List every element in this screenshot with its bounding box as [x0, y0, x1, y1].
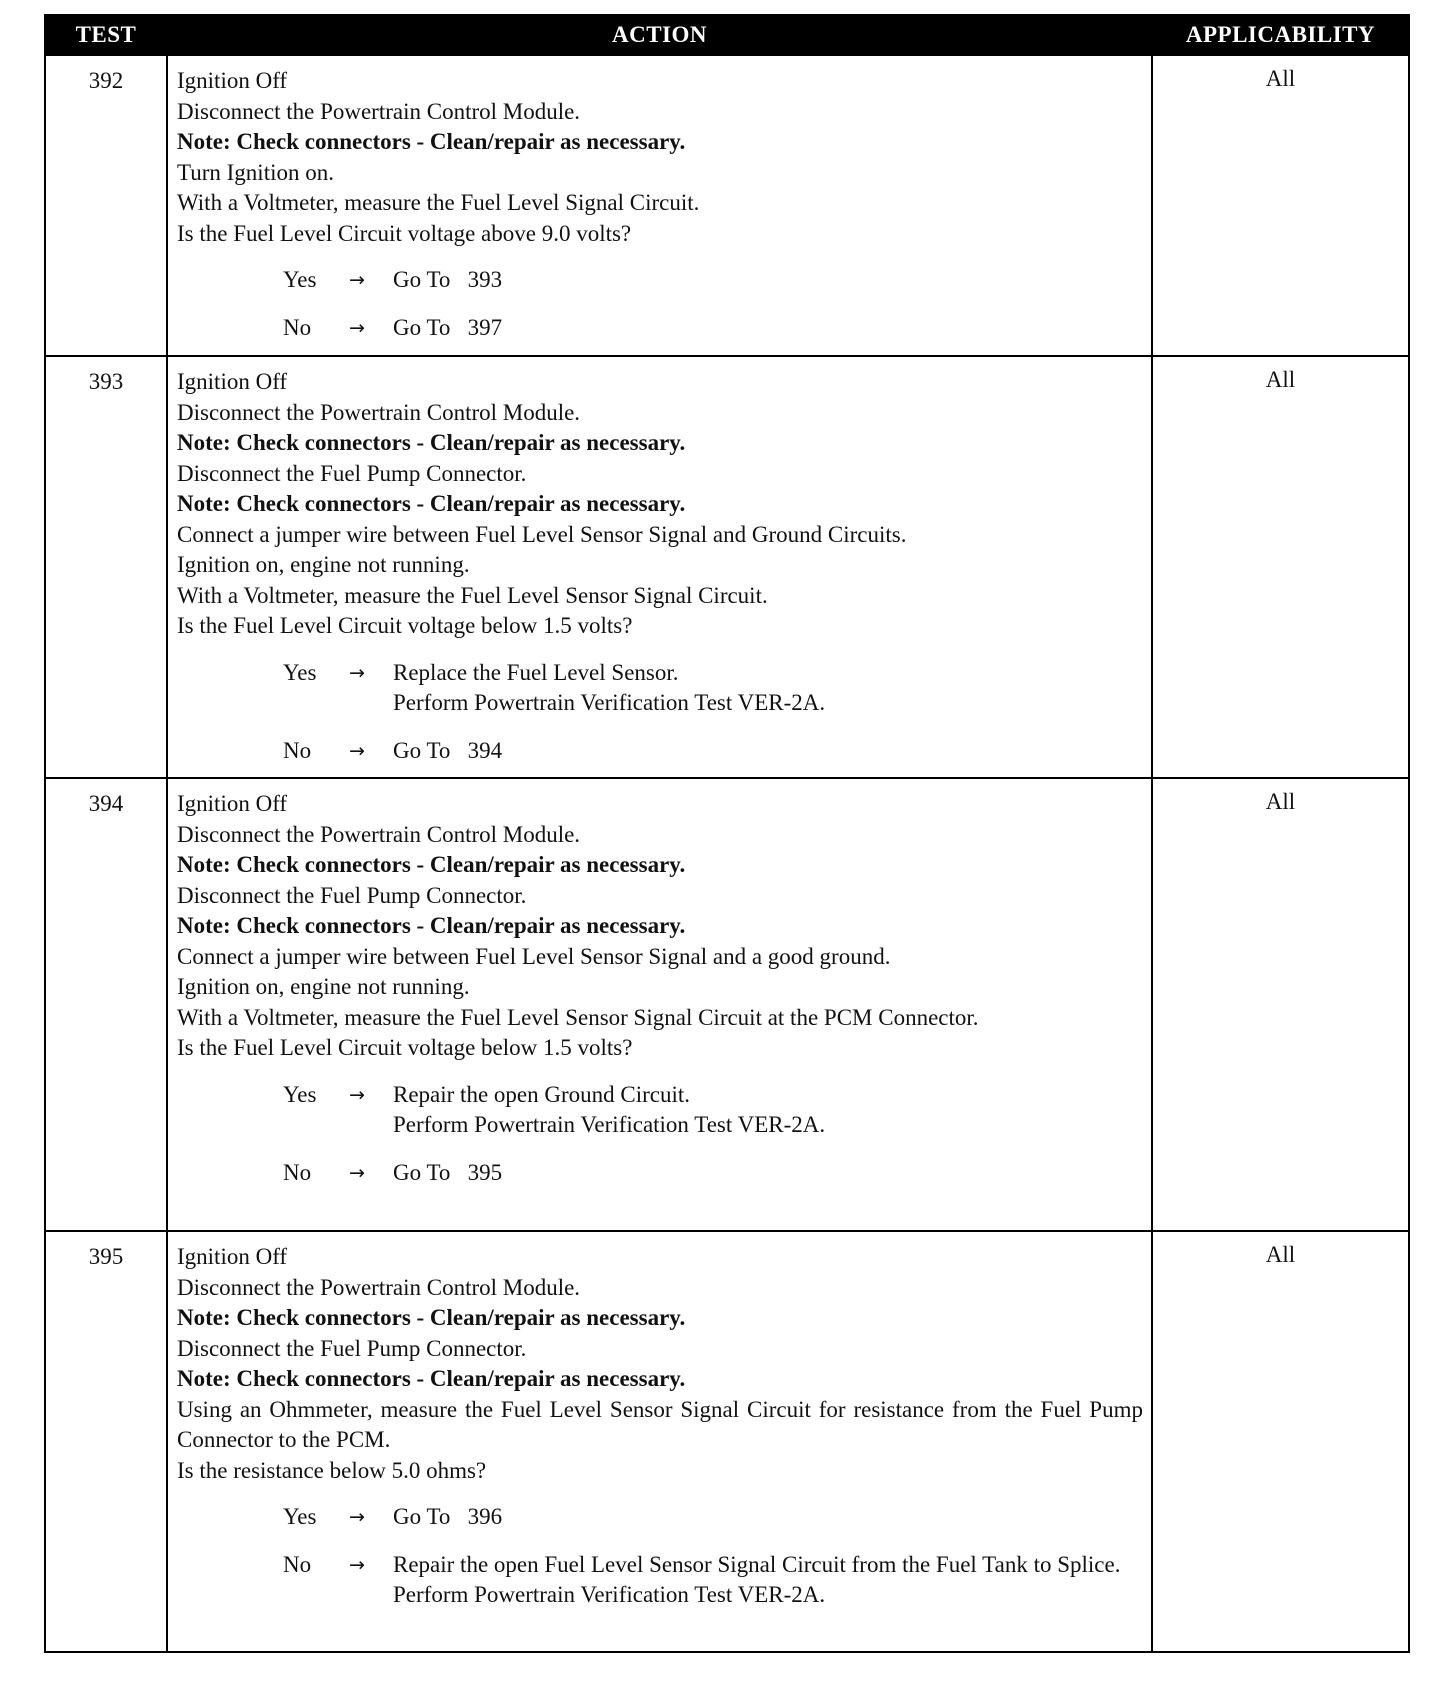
right-arrow-icon: → [349, 1553, 365, 1576]
outcome-result [393, 1158, 1143, 1189]
action-cell [167, 55, 1152, 356]
outcome-result-line: Go To 397 [393, 314, 503, 340]
note-line: Note: Check connectors - Clean/repair as necessary. [177, 430, 686, 455]
right-arrow-icon: → [349, 269, 365, 291]
instruction-line: Ignition Off [177, 68, 288, 93]
outcomes [177, 1502, 1143, 1611]
right-arrow-icon: → [349, 739, 365, 762]
outcome-label: No [283, 1159, 312, 1185]
outcome-label: No [283, 737, 312, 763]
outcome-no [177, 1158, 1143, 1189]
outcome-label: Yes [283, 1081, 317, 1107]
outcome-label: Yes [283, 1504, 317, 1529]
right-arrow-icon: → [349, 1083, 365, 1106]
instruction-line: Is the Fuel Level Circuit voltage below 1.5 volts? [177, 613, 633, 638]
instruction-line: Is the Fuel Level Circuit voltage below 1.5 volts? [177, 1035, 633, 1060]
test-number: 394 [45, 778, 167, 1231]
instruction-line: Disconnect the Fuel Pump Connector. [177, 882, 527, 908]
outcome-result-line: Perform Powertrain Verification Test VER-2A. [393, 1582, 826, 1607]
diagnostic-test-table-page [44, 14, 1408, 1653]
table-row [45, 356, 1409, 778]
instruction-line: Turn Ignition on. [177, 159, 334, 185]
outcome-label: Yes [283, 267, 317, 292]
outcome-label: No [283, 1551, 312, 1577]
column-header-applicability: APPLICABILITY [1152, 15, 1409, 55]
instruction-line: Disconnect the Powertrain Control Module. [177, 98, 581, 124]
action-cell [167, 778, 1152, 1231]
table-row [45, 55, 1409, 356]
applicability-cell: All [1152, 356, 1409, 778]
instruction-line: With a Voltmeter, measure the Fuel Level Signal Circuit. [177, 190, 700, 215]
note-line: Note: Check connectors - Clean/repair as necessary. [177, 852, 686, 877]
column-header-action: ACTION [167, 15, 1152, 55]
outcome-no [177, 1550, 1143, 1611]
instruction-line: Disconnect the Fuel Pump Connector. [177, 460, 527, 486]
diagnostic-test-table [44, 14, 1410, 1653]
instruction-line: Using an Ohmmeter, measure the Fuel Level Sensor Signal Circuit for resistance from the Fuel Pump Connector to the PCM. [177, 1396, 1143, 1452]
note-line: Note: Check connectors - Clean/repair as necessary. [177, 1305, 686, 1330]
outcome-result [393, 265, 1143, 296]
applicability-cell: All [1152, 778, 1409, 1231]
table-body [45, 55, 1409, 1652]
instruction-line: With a Voltmeter, measure the Fuel Level Sensor Signal Circuit at the PCM Connector. [177, 1004, 979, 1030]
outcome-no [177, 313, 1143, 344]
outcome-result-line: Repair the open Fuel Level Sensor Signal Circuit from the Fuel Tank to Splice. [393, 1551, 1121, 1577]
outcome-result [393, 1502, 1143, 1533]
outcomes [177, 1080, 1143, 1189]
outcome-result [393, 313, 1143, 344]
note-line: Note: Check connectors - Clean/repair as necessary. [177, 1366, 686, 1391]
table-row [45, 1231, 1409, 1652]
outcome-result-line: Go To 396 [393, 1504, 503, 1529]
instruction-line: Ignition on, engine not running. [177, 974, 470, 999]
instruction-line: Connect a jumper wire between Fuel Level Sensor Signal and a good ground. [177, 943, 891, 969]
instruction-line: Is the resistance below 5.0 ohms? [177, 1457, 487, 1483]
note-line: Note: Check connectors - Clean/repair as necessary. [177, 491, 686, 516]
applicability-cell: All [1152, 55, 1409, 356]
table-header-row [45, 15, 1409, 55]
column-header-test: TEST [45, 15, 167, 55]
outcome-result [393, 736, 1143, 767]
outcome-result-line: Go To 393 [393, 267, 503, 292]
outcome-label: No [283, 314, 312, 340]
outcome-yes [177, 1502, 1143, 1533]
instruction-line: Ignition Off [177, 369, 288, 394]
test-number: 393 [45, 356, 167, 778]
outcome-yes [177, 265, 1143, 296]
outcomes [177, 658, 1143, 767]
outcome-label: Yes [283, 659, 317, 685]
instruction-line: Is the Fuel Level Circuit voltage above 9.0 volts? [177, 220, 632, 246]
outcome-yes [177, 1080, 1143, 1141]
right-arrow-icon: → [349, 661, 365, 684]
test-number: 395 [45, 1231, 167, 1652]
outcome-yes [177, 658, 1143, 719]
instruction-line: Disconnect the Powertrain Control Module. [177, 399, 581, 425]
instruction-line: With a Voltmeter, measure the Fuel Level Sensor Signal Circuit. [177, 582, 768, 608]
action-cell [167, 356, 1152, 778]
instruction-line: Disconnect the Powertrain Control Module. [177, 1274, 581, 1300]
outcome-result-line: Replace the Fuel Level Sensor. [393, 659, 679, 685]
instruction-line: Ignition on, engine not running. [177, 552, 470, 577]
outcome-result [393, 1080, 1143, 1141]
outcome-result-line: Go To 395 [393, 1159, 503, 1185]
outcome-result-line: Go To 394 [393, 737, 503, 763]
outcome-no [177, 736, 1143, 767]
note-line: Note: Check connectors - Clean/repair as necessary. [177, 913, 686, 938]
outcome-result [393, 1550, 1143, 1611]
instruction-line: Disconnect the Fuel Pump Connector. [177, 1335, 527, 1361]
instruction-line: Disconnect the Powertrain Control Module. [177, 821, 581, 847]
outcome-result-line: Perform Powertrain Verification Test VER-2A. [393, 1112, 826, 1137]
right-arrow-icon: → [349, 316, 365, 339]
right-arrow-icon: → [349, 1506, 365, 1528]
outcomes [177, 265, 1143, 343]
instruction-line: Connect a jumper wire between Fuel Level Sensor Signal and Ground Circuits. [177, 521, 907, 547]
table-row [45, 778, 1409, 1231]
outcome-result [393, 658, 1143, 719]
note-line: Note: Check connectors - Clean/repair as necessary. [177, 129, 686, 154]
outcome-result-line: Perform Powertrain Verification Test VER-2A. [393, 690, 826, 715]
action-cell [167, 1231, 1152, 1652]
instruction-line: Ignition Off [177, 791, 288, 816]
instruction-line: Ignition Off [177, 1244, 288, 1269]
applicability-cell: All [1152, 1231, 1409, 1652]
outcome-result-line: Repair the open Ground Circuit. [393, 1081, 691, 1107]
test-number: 392 [45, 55, 167, 356]
right-arrow-icon: → [349, 1161, 365, 1184]
